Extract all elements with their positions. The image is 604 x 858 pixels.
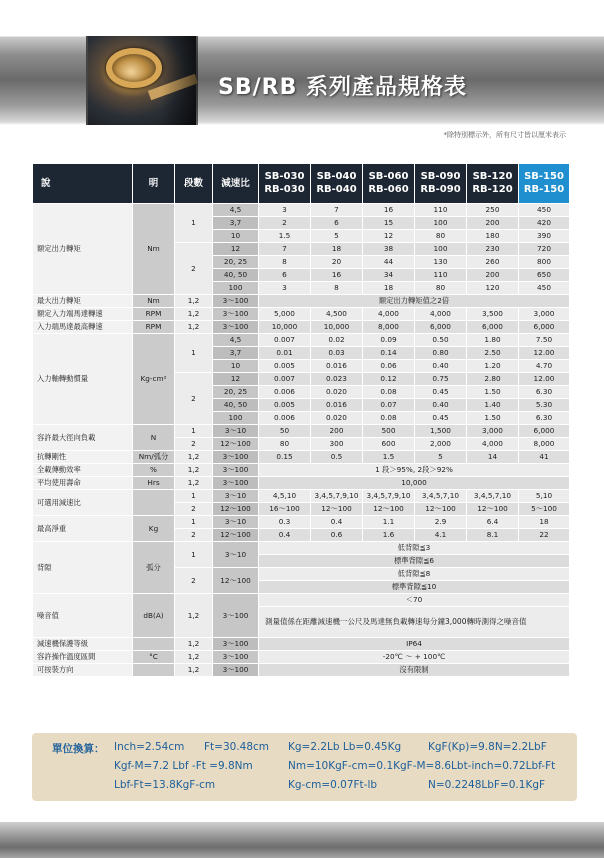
value-cell: 0.80 xyxy=(415,347,467,360)
value-cell: 0.4 xyxy=(311,516,363,529)
row-label-radial-load: 容許最大徑向負載 xyxy=(33,425,133,451)
conversion-item: N=0.2248LbF=0.1KgF xyxy=(428,779,546,791)
value-cell: 12～100 xyxy=(415,503,467,516)
row-label-inertia: 入力軸轉動慣量 xyxy=(33,334,133,425)
ratio-cell: 40, 50 xyxy=(213,269,259,282)
value-cell: 0.005 xyxy=(259,399,311,412)
value-cell: 10,000 xyxy=(311,321,363,334)
table-row xyxy=(33,451,570,464)
value-cell: 1.5 xyxy=(259,230,311,243)
value-cell: 0.016 xyxy=(311,360,363,373)
stage-cell: 1,2 xyxy=(175,321,213,334)
ratio-cell: 100 xyxy=(213,412,259,425)
ratio-cell: 3～100 xyxy=(213,594,259,638)
ratio-cell: 3～100 xyxy=(213,464,259,477)
value-cell: 8,000 xyxy=(363,321,415,334)
value-cell: 100 xyxy=(415,217,467,230)
model-rb: RB-150 xyxy=(523,183,565,195)
ratio-cell: 20, 25 xyxy=(213,256,259,269)
value-cell: 0.006 xyxy=(259,412,311,425)
ratio-cell: 3～100 xyxy=(213,321,259,334)
value-cell: 0.75 xyxy=(415,373,467,386)
value-cell: 0.5 xyxy=(311,451,363,464)
page-title: SB/RB 系列產品規格表 xyxy=(218,75,468,100)
ratio-cell: 12 xyxy=(213,243,259,256)
value-cell: 450 xyxy=(519,282,570,295)
value-cell: 1.50 xyxy=(467,412,519,425)
merged-value-cell: 標準背隙≦6 xyxy=(259,555,570,568)
stage-cell: 2 xyxy=(175,373,213,425)
table-row xyxy=(33,295,570,308)
value-cell: 8 xyxy=(259,256,311,269)
row-label-rated-speed: 額定入力端馬達轉速 xyxy=(33,308,133,321)
row-label-protection: 減速機保護等級 xyxy=(33,638,133,651)
stage-cell: 1,2 xyxy=(175,477,213,490)
stage-cell: 1 xyxy=(175,204,213,243)
table-row xyxy=(33,204,570,217)
stage-cell: 1,2 xyxy=(175,594,213,638)
ratio-cell: 3～10 xyxy=(213,516,259,529)
value-cell: 0.6 xyxy=(311,529,363,542)
value-cell: 5.30 xyxy=(519,399,570,412)
value-cell: 6,000 xyxy=(519,425,570,438)
ratio-cell: 12～100 xyxy=(213,529,259,542)
value-cell: 0.007 xyxy=(259,334,311,347)
value-cell: 8,000 xyxy=(519,438,570,451)
value-cell: 1,500 xyxy=(415,425,467,438)
stage-cell: 1,2 xyxy=(175,464,213,477)
merged-value-cell: ＜70 xyxy=(259,594,570,607)
value-cell: 0.005 xyxy=(259,360,311,373)
unit-cell: dB(A) xyxy=(133,594,175,638)
unit-cell: N xyxy=(133,425,175,451)
value-cell: 600 xyxy=(363,438,415,451)
header-banner xyxy=(0,0,604,125)
row-label-efficiency: 全載傳動效率 xyxy=(33,464,133,477)
value-cell: 720 xyxy=(519,243,570,256)
header-model-120 xyxy=(467,164,519,204)
header-model-090 xyxy=(415,164,467,204)
value-cell: 0.007 xyxy=(259,373,311,386)
value-cell: 110 xyxy=(415,269,467,282)
value-cell: 0.01 xyxy=(259,347,311,360)
model-sb: SB-120 xyxy=(472,171,513,182)
value-cell: 1.1 xyxy=(363,516,415,529)
conversion-item: Lbf-Ft=13.8KgF-cm xyxy=(114,779,216,791)
ratio-cell: 12～100 xyxy=(213,568,259,594)
ratio-cell: 12～100 xyxy=(213,438,259,451)
ratio-cell: 3～100 xyxy=(213,638,259,651)
ratio-cell: 3,7 xyxy=(213,217,259,230)
value-cell: 34 xyxy=(363,269,415,282)
stage-cell: 1,2 xyxy=(175,664,213,677)
unit-cell: RPM xyxy=(133,321,175,334)
ratio-cell: 3～100 xyxy=(213,295,259,308)
model-rb: RB-090 xyxy=(420,183,461,195)
merged-value-cell: 額定出力轉矩值之2倍 xyxy=(259,295,570,308)
value-cell: 130 xyxy=(415,256,467,269)
value-cell: 12～100 xyxy=(311,503,363,516)
value-cell: 4,500 xyxy=(311,308,363,321)
value-cell: 5,000 xyxy=(259,308,311,321)
value-cell: 180 xyxy=(467,230,519,243)
value-cell: 4,000 xyxy=(467,438,519,451)
stage-cell: 1,2 xyxy=(175,651,213,664)
row-label-temperature: 容許操作溫度區間 xyxy=(33,651,133,664)
ratio-cell: 3～10 xyxy=(213,425,259,438)
photo-shade xyxy=(162,36,198,125)
unit-cell-empty xyxy=(133,490,175,516)
header-stage: 段數 xyxy=(175,164,213,204)
value-cell: 5 xyxy=(311,230,363,243)
value-cell: 5 xyxy=(415,451,467,464)
value-cell: 18 xyxy=(311,243,363,256)
ratio-cell: 100 xyxy=(213,282,259,295)
stage-cell: 2 xyxy=(175,568,213,594)
value-cell: 18 xyxy=(363,282,415,295)
value-cell: 0.023 xyxy=(311,373,363,386)
conversion-heading: 單位換算： xyxy=(52,743,105,755)
value-cell: 4.70 xyxy=(519,360,570,373)
ratio-cell: 3～10 xyxy=(213,542,259,568)
value-cell: 0.40 xyxy=(415,360,467,373)
unit-cell: 弧分 xyxy=(133,542,175,594)
value-cell: 3,4,5,7,10 xyxy=(467,490,519,503)
stage-cell: 1 xyxy=(175,334,213,373)
row-label-life: 平均使用壽命 xyxy=(33,477,133,490)
value-cell: 3,4,5,7,10 xyxy=(415,490,467,503)
model-sb: SB-040 xyxy=(316,171,357,182)
value-cell: 12.00 xyxy=(519,373,570,386)
footer-band xyxy=(0,822,604,858)
value-cell: 500 xyxy=(363,425,415,438)
value-cell: 1.20 xyxy=(467,360,519,373)
header-model-150 xyxy=(519,164,570,204)
value-cell: 80 xyxy=(415,282,467,295)
value-cell: 0.50 xyxy=(415,334,467,347)
value-cell: 0.45 xyxy=(415,412,467,425)
value-cell: 650 xyxy=(519,269,570,282)
value-cell: 0.15 xyxy=(259,451,311,464)
value-cell: 2.80 xyxy=(467,373,519,386)
value-cell: 100 xyxy=(415,243,467,256)
value-cell: 0.4 xyxy=(259,529,311,542)
value-cell: 2,000 xyxy=(415,438,467,451)
value-cell: 16 xyxy=(363,204,415,217)
value-cell: 38 xyxy=(363,243,415,256)
value-cell: 10,000 xyxy=(259,321,311,334)
unit-cell-empty xyxy=(133,664,175,677)
stage-cell: 1 xyxy=(175,490,213,503)
value-cell: 0.006 xyxy=(259,386,311,399)
table-row xyxy=(33,464,570,477)
ratio-cell: 12～100 xyxy=(213,503,259,516)
unit-cell: °C xyxy=(133,651,175,664)
merged-value-cell: 沒有限制 xyxy=(259,664,570,677)
header-ratio: 減速比 xyxy=(213,164,259,204)
table-row xyxy=(33,651,570,664)
merged-value-cell: IP64 xyxy=(259,638,570,651)
value-cell: 390 xyxy=(519,230,570,243)
value-cell: 0.3 xyxy=(259,516,311,529)
model-rb: RB-030 xyxy=(264,183,305,195)
unit-cell: RPM xyxy=(133,308,175,321)
value-cell: 0.45 xyxy=(415,386,467,399)
conversion-item: Kg=2.2Lb Lb=0.45Kg xyxy=(288,741,402,753)
row-label-mounting: 可按裝方向 xyxy=(33,664,133,677)
ratio-cell: 3～100 xyxy=(213,651,259,664)
model-sb: SB-150 xyxy=(524,171,564,182)
row-label-weight: 最高淨重 xyxy=(33,516,133,542)
value-cell: 250 xyxy=(467,204,519,217)
ratio-cell: 3～100 xyxy=(213,477,259,490)
ratio-cell: 4,5 xyxy=(213,334,259,347)
conversion-item: Kgf-M=7.2 Lbf -Ft =9.8Nm xyxy=(114,760,253,772)
value-cell: 0.06 xyxy=(363,360,415,373)
model-sb: SB-090 xyxy=(420,171,461,182)
value-cell: 7.50 xyxy=(519,334,570,347)
value-cell: 1.80 xyxy=(467,334,519,347)
ratio-cell: 3～100 xyxy=(213,451,259,464)
merged-value-cell: 10,000 xyxy=(259,477,570,490)
dimension-note: *除特別標示外，所有尺寸皆以厘米表示 xyxy=(443,131,566,139)
model-sb: SB-030 xyxy=(264,171,305,182)
stage-cell: 1,2 xyxy=(175,451,213,464)
conversion-item: KgF(Kp)=9.8N=2.2LbF xyxy=(428,741,547,753)
value-cell: 6,000 xyxy=(467,321,519,334)
value-cell: 12 xyxy=(363,230,415,243)
value-cell: 800 xyxy=(519,256,570,269)
value-cell: 15 xyxy=(363,217,415,230)
merged-value-cell: 1 段＞95%, 2段＞92% xyxy=(259,464,570,477)
spec-table xyxy=(32,163,570,677)
value-cell: 7 xyxy=(259,243,311,256)
value-cell: 0.09 xyxy=(363,334,415,347)
value-cell: 4,5,10 xyxy=(259,490,311,503)
stage-cell: 1,2 xyxy=(175,638,213,651)
stage-cell: 2 xyxy=(175,243,213,295)
value-cell: 50 xyxy=(259,425,311,438)
unit-rated-torque: Nm xyxy=(133,204,175,295)
unit-cell: Nm xyxy=(133,295,175,308)
value-cell: 8 xyxy=(311,282,363,295)
value-cell: 22 xyxy=(519,529,570,542)
value-cell: 6.4 xyxy=(467,516,519,529)
unit-conversion-box xyxy=(32,733,577,801)
merged-value-cell: 低背隙≦8 xyxy=(259,568,570,581)
value-cell: 3,4,5,7,9,10 xyxy=(363,490,415,503)
row-label-max-torque: 最大出力轉矩 xyxy=(33,295,133,308)
value-cell: 2.9 xyxy=(415,516,467,529)
value-cell: 1.6 xyxy=(363,529,415,542)
header-model-040 xyxy=(311,164,363,204)
row-label-stiffness: 抗轉剛性 xyxy=(33,451,133,464)
ratio-cell: 3～100 xyxy=(213,664,259,677)
table-row xyxy=(33,490,570,503)
value-cell: 4,000 xyxy=(415,308,467,321)
row-label-noise: 噪音值 xyxy=(33,594,133,638)
value-cell: 1.40 xyxy=(467,399,519,412)
header-model-030 xyxy=(259,164,311,204)
stage-cell: 1 xyxy=(175,425,213,438)
ratio-cell: 40, 50 xyxy=(213,399,259,412)
value-cell: 4,000 xyxy=(363,308,415,321)
header-model-060 xyxy=(363,164,415,204)
ratio-cell: 4,5 xyxy=(213,204,259,217)
value-cell: 14 xyxy=(467,451,519,464)
value-cell: 16 xyxy=(311,269,363,282)
merged-value-cell: -20℃ ～ + 100℃ xyxy=(259,651,570,664)
unit-cell: Nm/弧分 xyxy=(133,451,175,464)
value-cell: 200 xyxy=(467,217,519,230)
value-cell: 3 xyxy=(259,204,311,217)
stage-cell: 2 xyxy=(175,438,213,451)
conversion-item: Ft=30.48cm xyxy=(204,741,270,753)
model-rb: RB-040 xyxy=(316,183,357,195)
conversion-item: Nm=10KgF-cm=0.1KgF-M=8.6Lbt-inch=0.72Lbf-Ft xyxy=(288,760,556,772)
value-cell: 0.12 xyxy=(363,373,415,386)
value-cell: 0.016 xyxy=(311,399,363,412)
value-cell: 3,4,5,7,9,10 xyxy=(311,490,363,503)
unit-cell: Hrs xyxy=(133,477,175,490)
value-cell: 20 xyxy=(311,256,363,269)
conversion-item: Kg-cm=0.07Ft-lb xyxy=(288,779,378,791)
stage-cell: 1 xyxy=(175,542,213,568)
row-label-rated-torque: 額定出力轉矩 xyxy=(33,204,133,295)
value-cell: 0.020 xyxy=(311,386,363,399)
ratio-cell: 3,7 xyxy=(213,347,259,360)
model-rb: RB-060 xyxy=(368,183,409,195)
value-cell: 1.5 xyxy=(363,451,415,464)
table-row xyxy=(33,542,570,555)
value-cell: 5～100 xyxy=(519,503,570,516)
value-cell: 0.07 xyxy=(363,399,415,412)
table-row xyxy=(33,308,570,321)
unit-cell-empty xyxy=(133,638,175,651)
gear-ring-shape xyxy=(106,48,162,88)
value-cell: 3 xyxy=(259,282,311,295)
ratio-cell: 20, 25 xyxy=(213,386,259,399)
ratio-cell: 12 xyxy=(213,373,259,386)
table-row xyxy=(33,321,570,334)
ratio-cell: 10 xyxy=(213,230,259,243)
value-cell: 1.50 xyxy=(467,386,519,399)
table-row xyxy=(33,334,570,347)
stage-cell: 1,2 xyxy=(175,308,213,321)
value-cell: 6.30 xyxy=(519,412,570,425)
unit-inertia: Kg-cm² xyxy=(133,334,175,425)
value-cell: 44 xyxy=(363,256,415,269)
table-header-row xyxy=(33,164,570,204)
merged-value-cell: 低背隙≦3 xyxy=(259,542,570,555)
value-cell: 0.08 xyxy=(363,386,415,399)
value-cell: 4.1 xyxy=(415,529,467,542)
value-cell: 3,000 xyxy=(519,308,570,321)
model-rb: RB-120 xyxy=(472,183,513,195)
value-cell: 6,000 xyxy=(415,321,467,334)
table-row xyxy=(33,516,570,529)
value-cell: 0.40 xyxy=(415,399,467,412)
value-cell: 5,10 xyxy=(519,490,570,503)
value-cell: 6 xyxy=(311,217,363,230)
ratio-cell: 10 xyxy=(213,360,259,373)
value-cell: 18 xyxy=(519,516,570,529)
value-cell: 0.14 xyxy=(363,347,415,360)
ratio-cell: 3～10 xyxy=(213,490,259,503)
ratio-cell: 3～100 xyxy=(213,308,259,321)
table-row xyxy=(33,477,570,490)
value-cell: 3,000 xyxy=(467,425,519,438)
value-cell: 200 xyxy=(467,269,519,282)
value-cell: 200 xyxy=(311,425,363,438)
table-row xyxy=(33,594,570,607)
value-cell: 16～100 xyxy=(259,503,311,516)
stage-cell: 2 xyxy=(175,529,213,542)
gearbox-photo xyxy=(86,36,196,125)
row-label-backlash: 背隙 xyxy=(33,542,133,594)
value-cell: 6.30 xyxy=(519,386,570,399)
stage-cell: 1 xyxy=(175,516,213,529)
value-cell: 0.020 xyxy=(311,412,363,425)
value-cell: 2 xyxy=(259,217,311,230)
value-cell: 80 xyxy=(415,230,467,243)
stage-cell: 1,2 xyxy=(175,295,213,308)
unit-cell: Kg xyxy=(133,516,175,542)
model-sb: SB-060 xyxy=(368,171,409,182)
value-cell: 6,000 xyxy=(519,321,570,334)
value-cell: 0.02 xyxy=(311,334,363,347)
value-cell: 0.08 xyxy=(363,412,415,425)
value-cell: 450 xyxy=(519,204,570,217)
value-cell: 230 xyxy=(467,243,519,256)
header-desc-2: 明 xyxy=(133,164,175,204)
value-cell: 80 xyxy=(259,438,311,451)
value-cell: 2.50 xyxy=(467,347,519,360)
value-cell: 41 xyxy=(519,451,570,464)
unit-cell: % xyxy=(133,464,175,477)
value-cell: 120 xyxy=(467,282,519,295)
table-row xyxy=(33,425,570,438)
value-cell: 6 xyxy=(259,269,311,282)
table-row xyxy=(33,638,570,651)
value-cell: 110 xyxy=(415,204,467,217)
value-cell: 12～100 xyxy=(363,503,415,516)
value-cell: 0.03 xyxy=(311,347,363,360)
value-cell: 7 xyxy=(311,204,363,217)
value-cell: 8.1 xyxy=(467,529,519,542)
merged-value-cell: 標準背隙≦10 xyxy=(259,581,570,594)
value-cell: 12～100 xyxy=(467,503,519,516)
noise-note-cell: 測量值係在距離減速機一公尺及馬達無負載轉速每分鐘3,000轉時測得之噪音值 xyxy=(259,607,570,638)
header-desc-1: 說 xyxy=(33,164,133,204)
conversion-item: Inch=2.54cm xyxy=(114,741,185,753)
stage-cell: 2 xyxy=(175,503,213,516)
value-cell: 420 xyxy=(519,217,570,230)
value-cell: 12.00 xyxy=(519,347,570,360)
value-cell: 260 xyxy=(467,256,519,269)
table-row xyxy=(33,664,570,677)
row-label-max-speed: 入力端馬達最高轉速 xyxy=(33,321,133,334)
value-cell: 3,500 xyxy=(467,308,519,321)
value-cell: 300 xyxy=(311,438,363,451)
row-label-applicable-ratio: 可選用減速比 xyxy=(33,490,133,516)
